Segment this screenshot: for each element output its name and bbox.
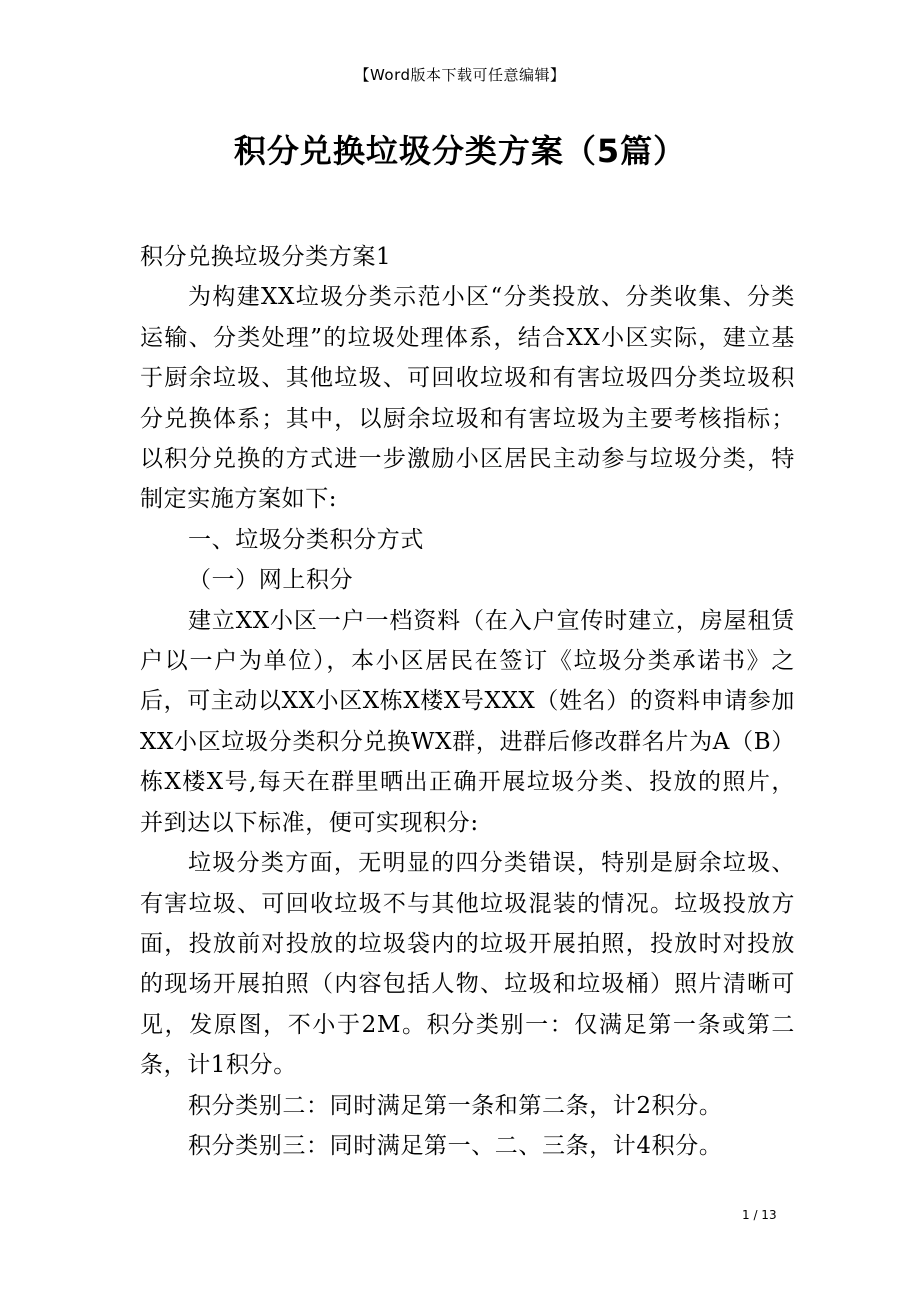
section-title: 积分兑换垃圾分类方案1 xyxy=(140,244,392,270)
paragraph-standards: 垃圾分类方面，无明显的四分类错误，特别是厨余垃圾、有害垃圾、可回收垃圾不与其他垃圾混装的情况。垃圾投放方面，投放前对投放的垃圾袋内的垃圾开展拍照，投放时对投放的现场开展拍照（内容包括人物、垃圾和垃圾桶）照片清晰可见，发原图，不小于2M。积分类别一：仅满足第一条或第二条，计1积分。 xyxy=(140,850,795,1079)
paragraph-online-points: 建立XX小区一户一档资料（在入户宣传时建立，房屋租赁户以一户为单位），本小区居民在签订《垃圾分类承诺书》之后，可主动以XX小区X栋X楼X号XXX（姓名）的资料申请参加XX小区垃圾分类积分兑换WX群，进群后修改群名片为A（B）栋X楼X号,每天在群里晒出正确开展垃圾分类、投放的照片，并到达以下标准，便可实现积分: xyxy=(140,607,795,836)
paragraph-intro: 为构建XX垃圾分类示范小区“分类投放、分类收集、分类运输、分类处理”的垃圾处理体系，结合XX小区实际，建立基于厨余垃圾、其他垃圾、可回收垃圾和有害垃圾四分类垃圾积分兑换体系；其中，以厨余垃圾和有害垃圾为主要考核指标；以积分兑换的方式进一步激励小区居民主动参与垃圾分类，特制定实施方案如下: xyxy=(140,284,795,513)
paragraph-category-three: 积分类别三：同时满足第一、二、三条，计4积分。 xyxy=(188,1132,723,1159)
paragraph-category-two: 积分类别二：同时满足第一条和第二条，计2积分。 xyxy=(188,1092,723,1119)
document-title: 积分兑换垃圾分类方案（5篇） xyxy=(233,132,687,170)
page-number: 1 / 13 xyxy=(742,1208,777,1222)
heading-online-points: （一）网上积分 xyxy=(188,567,354,594)
download-note: 【Word版本下载可任意编辑】 xyxy=(354,66,566,84)
document-body xyxy=(140,237,795,1166)
heading-scoring-method: 一、垃圾分类积分方式 xyxy=(188,526,424,553)
